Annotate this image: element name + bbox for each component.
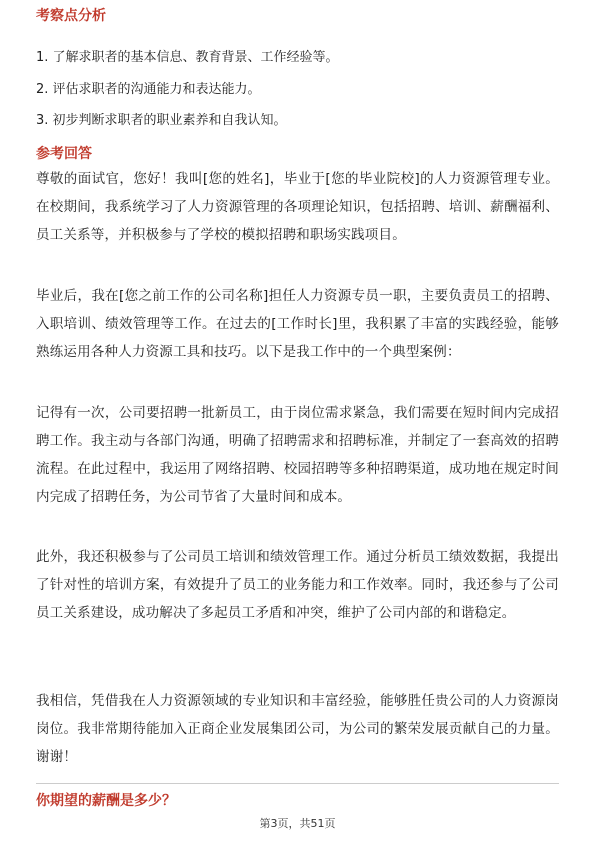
page-number-footer: 第3页，共51页 [259, 817, 336, 830]
list-item: 3. 初步判断求职者的职业素养和自我认知。 [36, 113, 287, 128]
section-divider [36, 783, 559, 784]
answer-paragraph-2: 毕业后，我在[您之前工作的公司名称]担任人力资源专员一职，主要负责员工的招聘、入职培训、绩效管理等工作。在过去的[工作时长]里，我积累了丰富的实践经验，能够熟练运用各种人力资源工具和技巧。以下是我工作中的一个典型案例： [36, 288, 559, 360]
list-item: 1. 了解求职者的基本信息、教育背景、工作经验等。 [36, 50, 339, 65]
next-question-title: 你期望的薪酬是多少？ [36, 793, 176, 809]
section-title-analysis: 考察点分析 [36, 8, 106, 24]
answer-paragraph-4: 此外，我还积极参与了公司员工培训和绩效管理工作。通过分析员工绩效数据，我提出了针对性的培训方案，有效提升了员工的业务能力和工作效率。同时，我还参与了公司员工关系建设，成功解决了多起员工矛盾和冲突，维护了公司内部的和谐稳定。 [36, 549, 559, 621]
answer-paragraph-1: 尊敬的面试官，您好！我叫[您的姓名]，毕业于[您的毕业院校]的人力资源管理专业。在校期间，我系统学习了人力资源管理的各项理论知识，包括招聘、培训、薪酬福利、员工关系等，并积极参与了学校的模拟招聘和职场实践项目。 [36, 171, 559, 243]
answer-paragraph-3: 记得有一次，公司要招聘一批新员工，由于岗位需求紧急，我们需要在短时间内完成招聘工作。我主动与各部门沟通，明确了招聘需求和招聘标准，并制定了一套高效的招聘流程。在此过程中，我运用了网络招聘、校园招聘等多种招聘渠道，成功地在规定时间内完成了招聘任务，为公司节省了大量时间和成本。 [36, 405, 559, 505]
answer-paragraph-5: 我相信，凭借我在人力资源领域的专业知识和丰富经验，能够胜任贵公司的人力资源岗岗位。我非常期待能加入正商企业发展集团公司，为公司的繁荣发展贡献自己的力量。谢谢！ [36, 693, 559, 765]
section-title-answer: 参考回答 [36, 146, 92, 162]
list-item: 2. 评估求职者的沟通能力和表达能力。 [36, 82, 261, 97]
